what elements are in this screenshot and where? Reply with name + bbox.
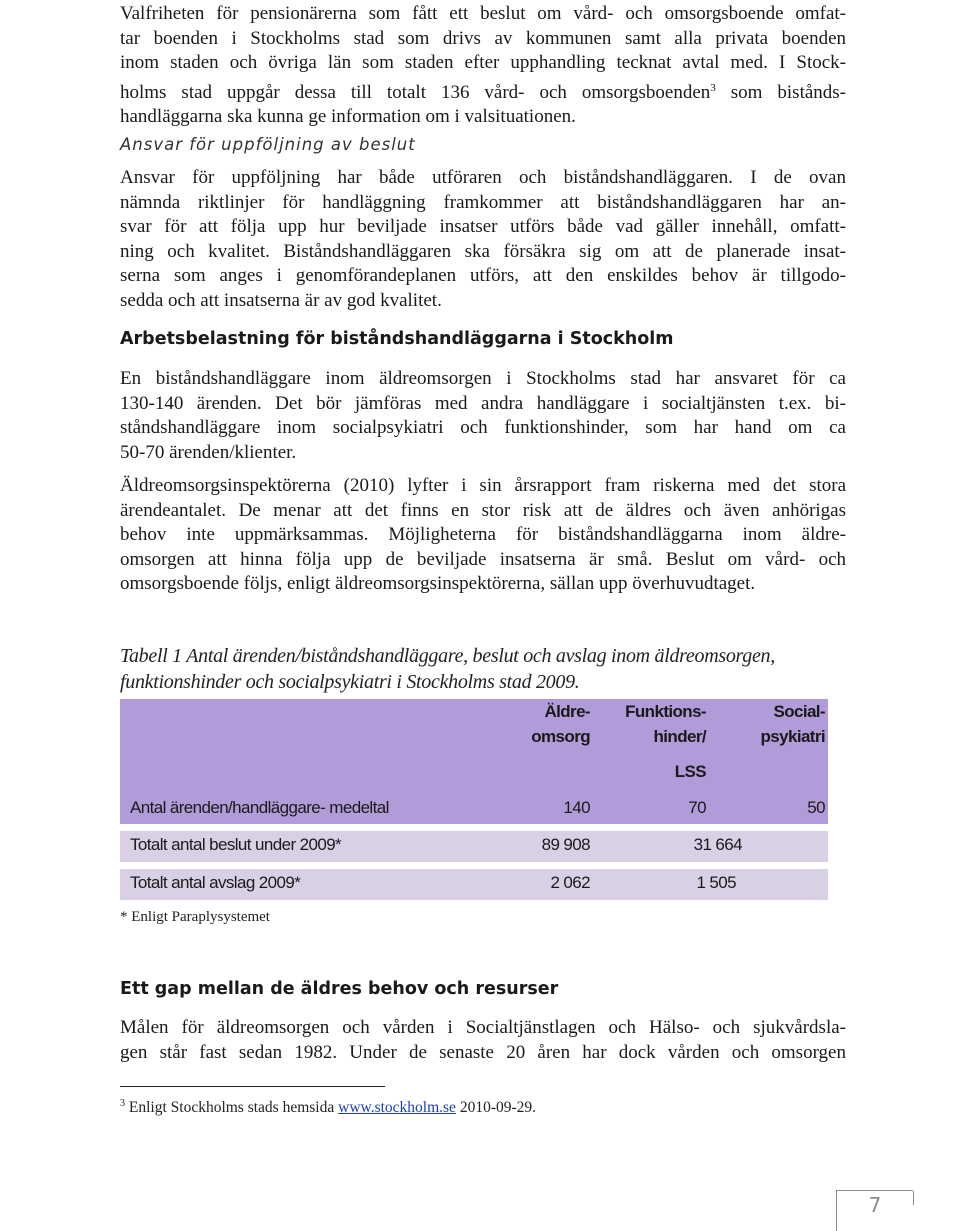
- caption-line: Tabell 1 Antal ärenden/biståndshandläggare, beslut och avslag inom äldreomsorgen,: [120, 645, 775, 667]
- table-header-social-psychiatry: Social- psykiatri: [760, 702, 825, 746]
- text-line: 130-140 ärenden. Det bör jämföras med andra handläggare i socialtjänsten t.ex. bi-: [120, 392, 846, 414]
- row-value: 70: [688, 798, 706, 817]
- text-line: omsorgsboende följs, enligt äldreomsorgsinspektörerna, sällan upp överhuvudtaget.: [120, 573, 756, 594]
- text-line: ning och kvalitet. Biståndshandläggaren ska försäkra sig om att de planerade insat-: [120, 240, 846, 262]
- row-value: 89 908: [541, 835, 590, 854]
- row-value: 50: [807, 798, 825, 817]
- text-line: handläggarna ska kunna ge information om i valsituationen.: [120, 106, 576, 127]
- text-line: svar för att följa upp hur beviljade insatser utförs både vad gäller innehåll, omfatt-: [120, 216, 846, 237]
- inspectors-paragraph: [120, 474, 846, 597]
- text-line: holms stad uppgår dessa till totalt 136 vård- och omsorgsboenden$^3$ som bistånds-: [120, 81, 846, 103]
- page-number-box: [836, 1190, 913, 1231]
- table-header-disability: Funktions- hinder/ LSS: [625, 702, 706, 781]
- text-line: sedda och att insatserna är av god kvalitet.: [120, 289, 442, 311]
- text-line: tar boenden i Stockholms stad som drivs av kommunen samt alla privata boenden: [120, 27, 846, 49]
- text-line: inom staden och övriga län som staden efter upphandling tecknat avtal med. I Stock-: [120, 52, 846, 73]
- text-line: Äldreomsorgsinspektörerna (2010) lyfter i sin årsrapport fram riskerna med det stora: [120, 475, 846, 496]
- text-line: 50-70 ärenden/klienter.: [120, 441, 297, 463]
- row-label: Totalt antal avslag 2009*: [130, 873, 301, 892]
- footnote-divider: [120, 1086, 385, 1087]
- text-line: ståndshandläggare inom socialpsykiatri och funktionshinder, som har hand om ca: [120, 417, 846, 438]
- footnote-reference[interactable]: 3: [710, 81, 716, 94]
- text-line: En biståndshandläggare inom äldreomsorgen i Stockholms stad har ansvaret för ca: [120, 368, 846, 389]
- table-source-note: * Enligt Paraplysystemet: [120, 909, 270, 925]
- follow-up-paragraph: [120, 166, 846, 313]
- subheading-follow-up: Ansvar för uppföljning av beslut: [120, 135, 416, 154]
- footnote-text: Enligt Stockholms stads hemsida: [128, 1099, 335, 1116]
- page-number: 7: [868, 1193, 882, 1217]
- caption-line: funktionshinder och socialpsykiatri i Stockholms stad 2009.: [120, 671, 580, 693]
- heading-workload: Arbetsbelastning för biståndshandläggarna i Stockholm: [120, 329, 674, 349]
- row-label: Antal ärenden/handläggare- medeltal: [130, 798, 389, 817]
- table-row: [120, 795, 828, 824]
- text-line: gen står fast sedan 1982. Under de senaste 20 åren har dock vården och omsorgen: [120, 1041, 846, 1063]
- footnote: [120, 1098, 536, 1117]
- intro-paragraph: [120, 2, 846, 130]
- row-value: 31 664: [693, 835, 742, 854]
- text-line: Målen för äldreomsorgen och vården i Socialtjänstlagen och Hälso- och sjukvårdsla-: [120, 1017, 846, 1038]
- footnote-date: 2010-09-29.: [459, 1099, 537, 1116]
- footnote-link[interactable]: www.stockholm.se: [338, 1099, 456, 1116]
- table-caption: [120, 643, 850, 695]
- heading-gap: Ett gap mellan de äldres behov och resurser: [120, 979, 559, 999]
- table-row: [120, 831, 828, 862]
- table-row: [120, 869, 828, 900]
- text-line: ärendeantalet. De menar att det finns en stor risk att de äldres och även anhörigas: [120, 499, 846, 521]
- text-line: nämnda riktlinjer för handläggning framkommer att biståndshandläggaren har an-: [120, 191, 846, 213]
- row-value: 140: [563, 798, 590, 817]
- footnote-number: 3: [120, 1098, 125, 1109]
- text-line: behov inte uppmärksammas. Möjligheterna för biståndshandläggarna inom äldre-: [120, 524, 846, 545]
- text-line: omsorgen att hinna följa upp de beviljade insatserna är små. Beslut om vård- och: [120, 548, 846, 570]
- row-label: Totalt antal beslut under 2009*: [130, 835, 342, 854]
- row-value: 1 505: [696, 873, 736, 892]
- gap-paragraph: [120, 1016, 846, 1065]
- text-line: Valfriheten för pensionärerna som fått ett beslut om vård- och omsorgsboende omfat-: [120, 3, 846, 24]
- text-line: Ansvar för uppföljning har både utföraren och biståndshandläggaren. I de ovan: [120, 167, 846, 188]
- text-line: serna som anges i genomförandeplanen utförs, att den enskildes behov är tillgodo-: [120, 265, 846, 286]
- row-value: 2 062: [550, 873, 590, 892]
- table-header-elderly-care: Äldre- omsorg: [531, 702, 590, 746]
- workload-paragraph: [120, 367, 846, 465]
